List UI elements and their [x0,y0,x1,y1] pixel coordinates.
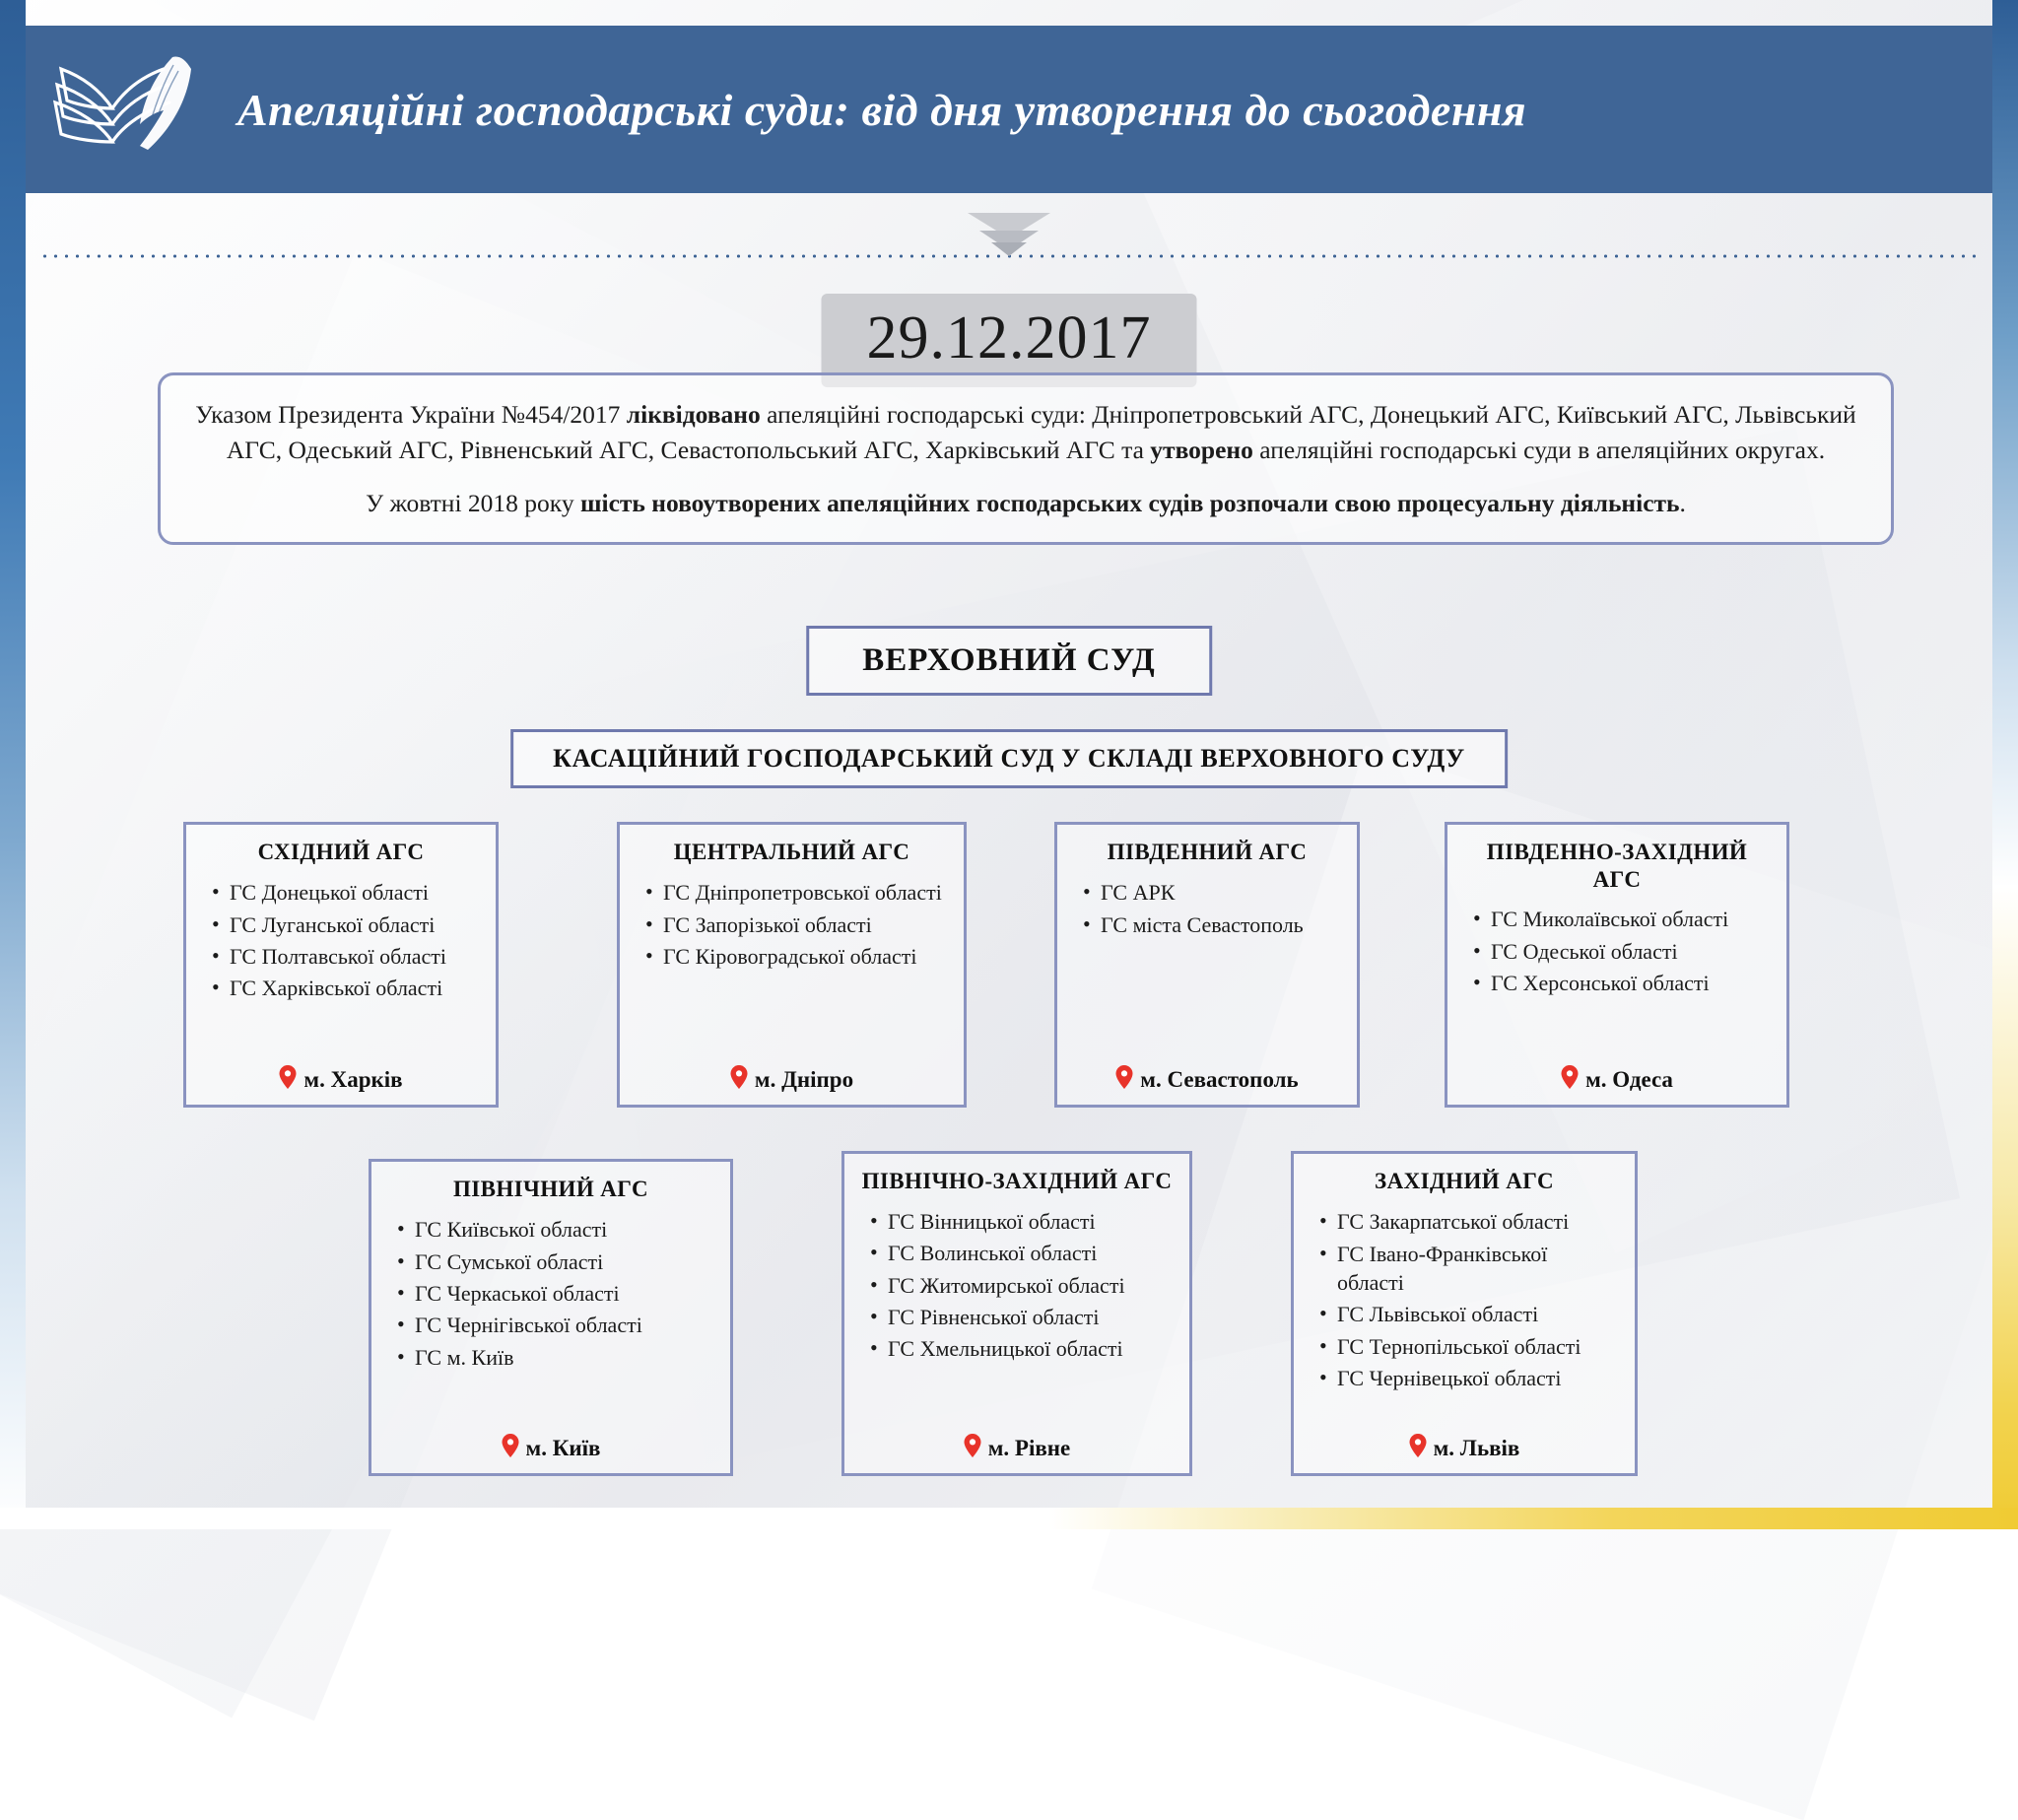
bottom-edge-bar [0,1508,2018,1529]
list-item: • ГС Запорізької області [663,910,948,939]
court-card-south [1054,822,1360,1108]
map-pin-icon [964,1434,981,1463]
court-region-list [208,878,480,1006]
page-title: Апеляційні господарські суди: від дня утворення до сьогодення [237,84,1527,135]
map-pin-icon [502,1434,519,1463]
list-item: • ГС Херсонської області [1491,969,1771,997]
court-title: ЗАХІДНИЙ АГС [1375,1169,1554,1193]
decree-p2-bold-1: шість новоутворених апеляційних господарських судів розпочали свою процесуальну діяльність [579,489,1680,518]
list-item: • ГС м. Київ [415,1343,714,1372]
city-label: м. Дніпро [754,1067,854,1092]
court-city [1463,1051,1771,1095]
list-item: • ГС Луганської області [230,910,480,939]
list-item: • ГС Полтавської області [230,942,480,971]
court-card-north [369,1159,733,1476]
list-item: • ГС Вінницької області [888,1207,1174,1236]
court-card-central [617,822,967,1108]
list-item: • ГС Київської області [415,1215,714,1244]
list-item: • ГС Рівненської області [888,1303,1174,1331]
list-item: • ГС міста Севастополь [1101,910,1341,939]
court-title: СХІДНИЙ АГС [257,840,425,864]
list-item: • ГС Чернівецької області [1337,1364,1619,1392]
court-region-list [1469,905,1771,1000]
list-item: • ГС Закарпатської області [1337,1207,1619,1236]
list-item: • ГС Волинської області [888,1239,1174,1267]
court-city [1310,1420,1619,1463]
decree-paragraph-2 [194,486,1857,521]
city-label: м. Севастополь [1140,1067,1299,1092]
court-title: ПІВНІЧНИЙ АГС [452,1177,649,1201]
decree-p2-text-2: . [1679,489,1686,518]
court-city [860,1420,1174,1463]
city-label: м. Рівне [987,1436,1071,1460]
court-city [1073,1051,1341,1095]
list-item: • ГС Черкаської області [415,1279,714,1308]
decree-p2-text-1: У жовтні 2018 року [366,489,580,518]
decree-p1-text-2: апеляційні господарські суди: Дніпропетровський АГС, Донецький АГС, Київський АГС, Львівський АГС, Одеський АГС, Рівненський АГС, Севастопольський АГС, Харківський АГС та [226,400,1856,465]
map-pin-icon [1561,1065,1579,1095]
court-region-list [393,1215,714,1375]
city-label: м. Львів [1433,1436,1520,1460]
date-badge: 29.12.2017 [822,294,1197,387]
court-region-list [1315,1207,1619,1396]
decree-p1-bold-2: утворено [1150,436,1253,465]
list-item: • ГС АРК [1101,878,1341,907]
city-label: м. Харків [303,1067,403,1092]
list-item: • ГС Донецької області [230,878,480,907]
list-item: • ГС Чернігівської області [415,1311,714,1339]
court-region-list [641,878,948,974]
list-item: • ГС Івано-Франківської області [1337,1240,1619,1298]
court-card-south-west [1445,822,1789,1108]
down-arrow-icon [0,213,2018,248]
list-item: • ГС Харківської області [230,974,480,1002]
court-region-list [1079,878,1341,942]
list-item: • ГС Сумської області [415,1247,714,1276]
decree-p1-text-3: апеляційні господарські суди в апеляційних округах. [1252,436,1826,465]
court-title: ПІВНІЧНО-ЗАХІДНИЙ АГС [861,1169,1173,1193]
city-label: м. Одеса [1585,1067,1673,1092]
decree-text-box [158,372,1894,545]
city-label: м. Київ [525,1436,601,1460]
court-city [636,1051,948,1095]
map-pin-icon [1115,1065,1133,1095]
court-card-east [183,822,499,1108]
page-header [26,26,1992,193]
decree-p1-bold-1: ліквідовано [626,400,761,429]
quill-and-book-logo [26,26,237,193]
court-region-list [866,1207,1174,1367]
list-item: • ГС Дніпропетровської області [663,878,948,907]
list-item: • ГС Кіровоградської області [663,942,948,971]
court-title: ПІВДЕННИЙ АГС [1107,840,1308,864]
court-city [387,1420,714,1463]
list-item: • ГС Миколаївської області [1491,905,1771,933]
supreme-court-box: ВЕРХОВНИЙ СУД [806,626,1212,696]
map-pin-icon [279,1065,297,1095]
decree-p1-text-1: Указом Президента України №454/2017 [195,400,627,429]
court-card-north-west [841,1151,1192,1476]
map-pin-icon [1409,1434,1427,1463]
list-item: • ГС Тернопільської області [1337,1332,1619,1361]
map-pin-icon [730,1065,748,1095]
list-item: • ГС Львівської області [1337,1300,1619,1328]
decree-paragraph-1 [194,397,1857,468]
list-item: • ГС Житомирської області [888,1271,1174,1300]
court-card-west [1291,1151,1638,1476]
list-item: • ГС Одеської області [1491,937,1771,966]
court-title: ЦЕНТРАЛЬНИЙ АГС [673,840,910,864]
court-city [202,1051,480,1095]
court-title: ПІВДЕННО-ЗАХІДНИЙ АГС [1486,840,1748,892]
cassation-court-box: КАСАЦІЙНИЙ ГОСПОДАРСЬКИЙ СУД У СКЛАДІ ВЕРХОВНОГО СУДУ [510,729,1508,788]
list-item: • ГС Хмельницької області [888,1334,1174,1363]
